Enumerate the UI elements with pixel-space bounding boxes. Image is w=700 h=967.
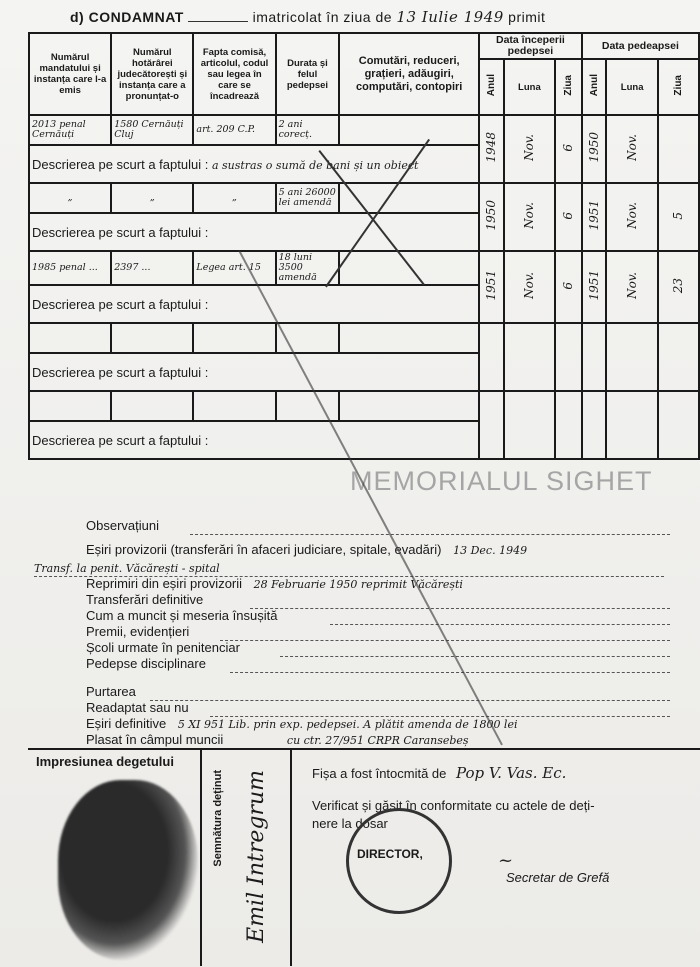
entry-end-year: 1951 xyxy=(587,200,602,231)
signature-column xyxy=(200,750,292,966)
director-signature: ~ xyxy=(498,850,514,871)
entry-start-year: 1950 xyxy=(484,200,499,231)
table-row xyxy=(29,115,699,145)
prepared-line: Fișa a fost întocmită de Pop V. Vas. Ec. xyxy=(312,764,567,782)
director-label: DIRECTOR, xyxy=(357,847,423,861)
entry-end-day: 23 xyxy=(671,277,686,294)
footer-section xyxy=(28,748,700,966)
entry-mandate: „ xyxy=(29,183,111,213)
col-sentence: Numărul hotărârei judecătorești și instanța care a pronunțat-o xyxy=(111,33,193,115)
col-commutations: Comutări, reduceri, grațieri, adăugiri, computări, contopiri xyxy=(339,33,479,115)
col-end-year: Anul xyxy=(588,74,600,97)
prepared-by: Pop V. Vas. Ec. xyxy=(456,764,567,782)
description-label: Descrierea pe scurt a faptului : xyxy=(32,224,209,240)
table-row xyxy=(29,391,699,421)
obs-line: Observațiuni xyxy=(86,518,159,533)
obs-line: Eșiri definitive 5 XI 951 Lib. prin exp. pedepsei. A plătit amenda de 1800 lei xyxy=(86,716,518,731)
matriculated-label: imatricolat în ziua de xyxy=(252,9,393,25)
col-end-day: Ziua xyxy=(672,75,684,96)
table-row xyxy=(29,323,699,353)
watermark: MEMORIALUL SIGHET xyxy=(350,466,653,496)
table-row xyxy=(29,251,699,285)
fingerprint-impression xyxy=(58,780,198,960)
header-line xyxy=(70,8,545,26)
entry-duration: 5 ani 26000 lei amendă xyxy=(276,183,340,213)
entry-end-year: 1951 xyxy=(587,270,602,301)
entry-start-day: 6 xyxy=(561,143,576,152)
entry-start-year: 1948 xyxy=(484,132,499,163)
col-start-day: Ziua xyxy=(562,75,574,96)
obs-line: Reprimiri din eșiri provizorii 28 Februarie 1950 reprimit Văcărești xyxy=(86,576,463,591)
entry-offense: Legea art. 15 xyxy=(193,251,275,285)
entry-end-month: Nov. xyxy=(625,272,640,299)
obs-line: Plasat în câmpul muncii cu ctr. 27/951 CRPR Caransebeș xyxy=(86,732,469,747)
entry-end-month: Nov. xyxy=(625,202,640,229)
entry-end-day: 5 xyxy=(671,211,686,220)
obs-line: Readaptat sau nu xyxy=(86,700,189,715)
entry-end-year: 1950 xyxy=(587,132,602,163)
obs-line: Premii, evidențieri xyxy=(86,624,190,639)
received-label: primit xyxy=(508,9,546,25)
fingerprint-label: Impresiunea degetului xyxy=(36,754,174,769)
entry-start-month: Nov. xyxy=(522,202,537,229)
entry-sentence: 1580 Cernăuți Cluj xyxy=(111,115,193,145)
matriculated-date: 13 Iulie 1949 xyxy=(396,8,504,26)
entry-start-month: Nov. xyxy=(522,134,537,161)
entry-start-day: 6 xyxy=(561,211,576,220)
entry-offense: art. 209 C.P. xyxy=(193,115,275,145)
obs-line: Purtarea xyxy=(86,684,136,699)
description-label: Descrierea pe scurt a faptului : xyxy=(32,156,209,172)
entry-start-month: Nov. xyxy=(522,272,537,299)
description-value: a sustras o sumă de bani și un obiect xyxy=(211,158,419,172)
signature-value: Emil Intregrum xyxy=(244,770,269,943)
sentence-table xyxy=(28,32,700,460)
entry-offense: „ xyxy=(193,183,275,213)
official-stamp xyxy=(346,808,452,914)
verified-line-2: nere la dosar xyxy=(312,816,388,831)
col-start-year: Anul xyxy=(485,74,497,97)
col-mandate: Numărul mandatului și instanța care l-a emis xyxy=(29,33,111,115)
entry-start-day: 6 xyxy=(561,281,576,290)
entry-start-year: 1951 xyxy=(484,270,499,301)
col-end-group: Data pedeapsei xyxy=(582,33,699,59)
col-offense: Fapta comisă, articolul, codul sau legea în care se încadrează xyxy=(193,33,275,115)
col-duration: Durata și felul pedepsei xyxy=(276,33,340,115)
obs-line: Pedepse disciplinare xyxy=(86,656,206,671)
col-end-month: Luna xyxy=(606,59,657,115)
col-start-month: Luna xyxy=(504,59,555,115)
obs-line: Eșiri provizorii (transferări în afaceri judiciare, spitale, evadări) 13 Dec. 1949 xyxy=(86,542,528,557)
signature-label: Semnătura deținut xyxy=(212,770,224,867)
obs-line: Cum a muncit și meseria însușită xyxy=(86,608,278,623)
col-start-group: Data începerii pedepsei xyxy=(479,33,582,59)
entry-sentence: 2397 ... xyxy=(111,251,193,285)
obs-line: Transferări definitive xyxy=(86,592,204,607)
obs-line: Școli urmate în penitenciar xyxy=(86,640,240,655)
entry-mandate: 2013 penal Cernăuți xyxy=(29,115,111,145)
entry-duration: 2 ani corecț. xyxy=(276,115,340,145)
obs-line: Transf. la penit. Văcărești - spital xyxy=(34,562,220,575)
description-label: Descrierea pe scurt a faptului : xyxy=(32,432,209,448)
header-prefix: d) CONDAMNAT xyxy=(70,9,184,25)
verified-line-1: Verificat și găsit în conformitate cu actele de deți- xyxy=(312,798,595,813)
entry-sentence: „ xyxy=(111,183,193,213)
description-label: Descrierea pe scurt a faptului : xyxy=(32,364,209,380)
entry-mandate: 1985 penal ... xyxy=(29,251,111,285)
secretary-label: Secretar de Grefă xyxy=(506,870,610,885)
description-label: Descrierea pe scurt a faptului : xyxy=(32,296,209,312)
entry-end-month: Nov. xyxy=(625,134,640,161)
entry-duration: 18 luni 3500 amendă xyxy=(276,251,340,285)
